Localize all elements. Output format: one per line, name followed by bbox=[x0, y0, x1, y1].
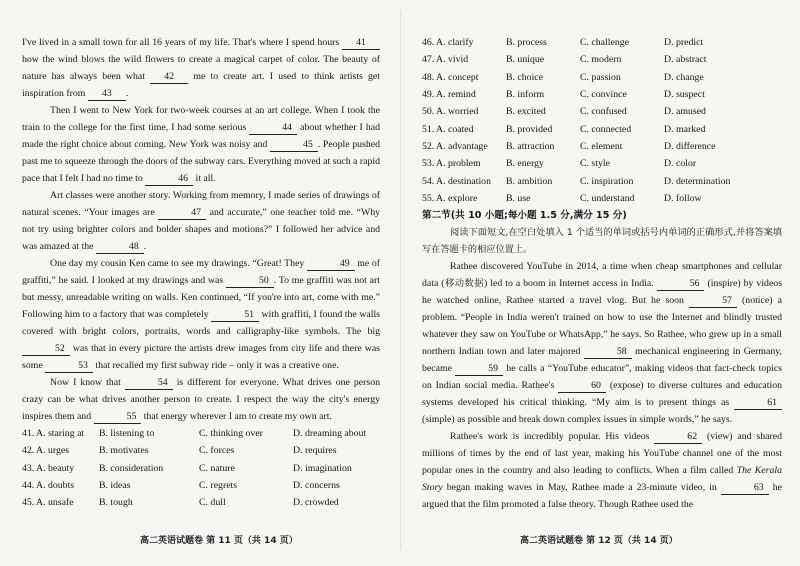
blank-63: 63 bbox=[721, 482, 769, 495]
option-b: B. consideration bbox=[99, 462, 164, 474]
option-row bbox=[422, 51, 782, 68]
option-a: A. remind bbox=[436, 89, 476, 101]
blank-44: 44 bbox=[249, 122, 297, 135]
option-b: B. listening to bbox=[99, 428, 155, 440]
blank-52: 52 bbox=[22, 343, 70, 356]
question-number: 49. bbox=[422, 89, 435, 101]
option-d: D. marked bbox=[664, 123, 706, 135]
option-d: D. follow bbox=[664, 192, 702, 204]
blank-46: 46 bbox=[145, 173, 193, 186]
blank-49: 49 bbox=[307, 258, 355, 271]
option-row bbox=[422, 155, 782, 172]
option-row bbox=[422, 190, 782, 207]
option-b: B. inform bbox=[506, 89, 545, 101]
passage-paragraph: Then I went to New York for two-week courses at an art college. When I took the train to the college for the first time, I had some serious 44 about whether I had made the right choice about coming. New York was noisy and 45 . People pushed past me to squeeze through the doors of the subway cars. Everything moved at such a rapid pace that I felt I had no time to 46 it all. bbox=[22, 105, 380, 184]
option-a: A. doubts bbox=[36, 480, 75, 492]
option-d: D. suspect bbox=[664, 89, 705, 101]
option-a: A. destination bbox=[436, 175, 491, 187]
blank-48: 48 bbox=[96, 241, 144, 254]
option-c: C. understand bbox=[580, 192, 635, 204]
blank-51: 51 bbox=[211, 309, 259, 322]
blank-61: 61 bbox=[734, 397, 782, 410]
option-d: D. predict bbox=[664, 37, 704, 49]
options-list bbox=[422, 34, 782, 207]
blank-58: 58 bbox=[584, 346, 632, 359]
option-row bbox=[422, 34, 782, 51]
blank-47: 47 bbox=[158, 207, 206, 220]
option-c: C. modern bbox=[580, 54, 622, 66]
option-d: D. abstract bbox=[664, 54, 707, 66]
question-number: 54. bbox=[422, 175, 435, 187]
passage-paragraph: Art classes were another story. Working from memory, I made series of drawings of natural scenes. “Your images are 47 and accurate,” one teacher told me. “Why not try using brighter colors and bolder shapes and motions?” I followed her advice and was amazed at the 48 . bbox=[22, 190, 380, 252]
blank-56: 56 bbox=[657, 278, 705, 291]
blank-53: 53 bbox=[45, 360, 93, 373]
left-page bbox=[22, 34, 380, 534]
option-a: A. staring at bbox=[36, 428, 85, 440]
option-b: B. ideas bbox=[99, 480, 131, 492]
blank-45: 45 bbox=[270, 139, 318, 152]
option-b: B. motivates bbox=[99, 445, 149, 457]
page-gutter bbox=[400, 10, 401, 550]
option-row bbox=[422, 103, 782, 120]
option-a: A. worried bbox=[436, 106, 479, 118]
option-d: D. color bbox=[664, 158, 697, 170]
option-c: C. convince bbox=[580, 89, 627, 101]
question-number: 43. bbox=[22, 462, 35, 474]
option-d: D. crowded bbox=[293, 497, 339, 509]
option-c: C. forces bbox=[199, 445, 235, 457]
passage-paragraph: Rathee's work is incredibly popular. His videos 62 (view) and shared millions of times by the end of last year, making his YouTube channel one of the most popular ones in the country and also leading to conflicts. When a film called The Kerala Story began making waves in May, Rathee made a 23-minute video, in 63 he argued that the film promoted a false theory. Though Rathee used the bbox=[422, 430, 782, 510]
option-row bbox=[422, 86, 782, 103]
option-c: C. inspiration bbox=[580, 175, 634, 187]
section-title: 第二节(共 10 小题;每小题 1.5 分,满分 15 分) bbox=[422, 209, 627, 221]
option-d: D. requires bbox=[293, 445, 337, 457]
option-row bbox=[422, 120, 782, 137]
blank-41: 41 bbox=[342, 37, 380, 50]
option-a: A. concept bbox=[436, 71, 479, 83]
question-number: 55. bbox=[422, 192, 435, 204]
option-d: D. difference bbox=[664, 140, 716, 152]
option-a: A. urges bbox=[36, 445, 70, 457]
chinese-gloss: 移动数据 bbox=[444, 277, 485, 289]
option-a: A. problem bbox=[436, 158, 481, 170]
blank-54: 54 bbox=[125, 377, 173, 390]
option-a: A. clarify bbox=[436, 37, 474, 49]
option-b: B. excited bbox=[506, 106, 546, 118]
passage-paragraph: Now I know that 54 is different for everyone. What drives one person crazy can be what drives another person to create. I respect the way the city's energy inspires them and 55 that energy wherever I am to create my own art. bbox=[22, 377, 380, 422]
option-c: C. regrets bbox=[199, 480, 238, 492]
option-d: D. change bbox=[664, 71, 704, 83]
option-row bbox=[422, 172, 782, 189]
page-footer: 高二英语试题卷 第 11 页（共 14 页） bbox=[140, 536, 298, 546]
option-a: A. unsafe bbox=[36, 497, 74, 509]
option-c: C. nature bbox=[199, 462, 235, 474]
option-d: D. dreaming about bbox=[293, 428, 367, 440]
right-page bbox=[422, 34, 782, 534]
section-instructions: 阅读下面短文,在空白处填入 1 个适当的单词或括号内单词的正确形式,并将答案填写在答题卡的相应位置上。 bbox=[422, 226, 782, 255]
question-number: 51. bbox=[422, 123, 435, 135]
question-number: 50. bbox=[422, 106, 435, 118]
option-d: D. amused bbox=[664, 106, 706, 118]
option-row bbox=[422, 138, 782, 155]
option-c: C. passion bbox=[580, 71, 621, 83]
option-b: B. ambition bbox=[506, 175, 553, 187]
option-c: C. style bbox=[580, 158, 610, 170]
option-c: C. confused bbox=[580, 106, 627, 118]
question-number: 46. bbox=[422, 37, 435, 49]
option-b: B. use bbox=[506, 192, 531, 204]
question-number: 52. bbox=[422, 140, 435, 152]
option-row bbox=[22, 460, 380, 477]
blank-59: 59 bbox=[455, 363, 503, 376]
question-number: 48. bbox=[422, 71, 435, 83]
option-a: A. advantage bbox=[436, 140, 488, 152]
blank-50: 50 bbox=[226, 275, 274, 288]
option-b: B. process bbox=[506, 37, 547, 49]
option-d: D. imagination bbox=[293, 462, 352, 474]
option-b: B. tough bbox=[99, 497, 133, 509]
option-a: A. explore bbox=[436, 192, 478, 204]
film-title: The Kerala Story bbox=[422, 464, 782, 493]
question-number: 47. bbox=[422, 54, 435, 66]
passage-paragraph: One day my cousin Ken came to see my drawings. “Great! They 49 me of graffiti,” he said. I looked at my drawings and was 50 . To me graffiti was not art but messy, unreadable writing on walls. Ken continued, “If you're into art, come with me.” Following him to a factory that was completely 51 with graffiti, I found the walls covered with bright colors, portraits, words and calligraphy-like symbols. The big 52 was that in every picture the artists drew images from city life and there was some 53 that recalled my first subway ride – only it was a creative one. bbox=[22, 258, 380, 371]
option-b: B. energy bbox=[506, 158, 544, 170]
option-c: C. thinking over bbox=[199, 428, 263, 440]
option-a: A. beauty bbox=[36, 462, 75, 474]
options-list bbox=[22, 425, 380, 511]
option-row bbox=[22, 477, 380, 494]
option-d: D. concerns bbox=[293, 480, 340, 492]
option-row bbox=[422, 69, 782, 86]
blank-42: 42 bbox=[150, 71, 188, 84]
option-a: A. coated bbox=[436, 123, 474, 135]
question-number: 41. bbox=[22, 428, 35, 440]
blank-60: 60 bbox=[558, 380, 606, 393]
question-number: 42. bbox=[22, 445, 35, 457]
option-c: C. dull bbox=[199, 497, 226, 509]
option-b: B. unique bbox=[506, 54, 545, 66]
option-a: A. vivid bbox=[436, 54, 469, 66]
option-b: B. choice bbox=[506, 71, 543, 83]
option-b: B. provided bbox=[506, 123, 553, 135]
blank-55: 55 bbox=[94, 411, 142, 424]
blank-43: 43 bbox=[88, 88, 126, 101]
question-number: 44. bbox=[22, 480, 35, 492]
option-c: C. connected bbox=[580, 123, 632, 135]
option-b: B. attraction bbox=[506, 140, 555, 152]
option-c: C. challenge bbox=[580, 37, 629, 49]
question-number: 53. bbox=[422, 158, 435, 170]
passage-paragraph: Rathee discovered YouTube in 2014, a time when cheap smartphones and cellular data (移动数据) led to a boom in Internet access in India. 56 (inspire) by videos he watched online, Rathee started a travel vlog. But he soon 57 (notice) a problem. “People in India weren't trained on how to use the Internet and blindly trusted whatever they saw on YouTube or WhatsApp,” he says. So Rathee, who grew up in a small northern Indian town and later majored 58 mechanical engineering in Germany, became 59 he calls a “YouTube educator”, making videos that fact-check topics on Indian social media. Rathee's 60 (expose) to diverse cultures and education systems developed his critical thinking. “My aim is to present things as 61 (simple) as possible and break down complex issues in simple words,” he says. bbox=[422, 260, 782, 425]
option-d: D. determination bbox=[664, 175, 731, 187]
option-row bbox=[22, 425, 380, 442]
question-number: 45. bbox=[22, 497, 35, 509]
page-footer: 高二英语试题卷 第 12 页（共 14 页） bbox=[520, 536, 678, 546]
blank-62: 62 bbox=[654, 431, 702, 444]
passage-paragraph: I've lived in a small town for all 16 years of my life. That's where I spend hours 41 how the wind blows the wild flowers to create a magical carpet of color. The beauty of nature has always been what 42 me to create art. I used to think artists get inspiration from 43 . bbox=[22, 37, 380, 99]
blank-57: 57 bbox=[689, 295, 737, 308]
option-row bbox=[22, 494, 380, 511]
option-c: C. element bbox=[580, 140, 623, 152]
option-row bbox=[22, 442, 380, 459]
